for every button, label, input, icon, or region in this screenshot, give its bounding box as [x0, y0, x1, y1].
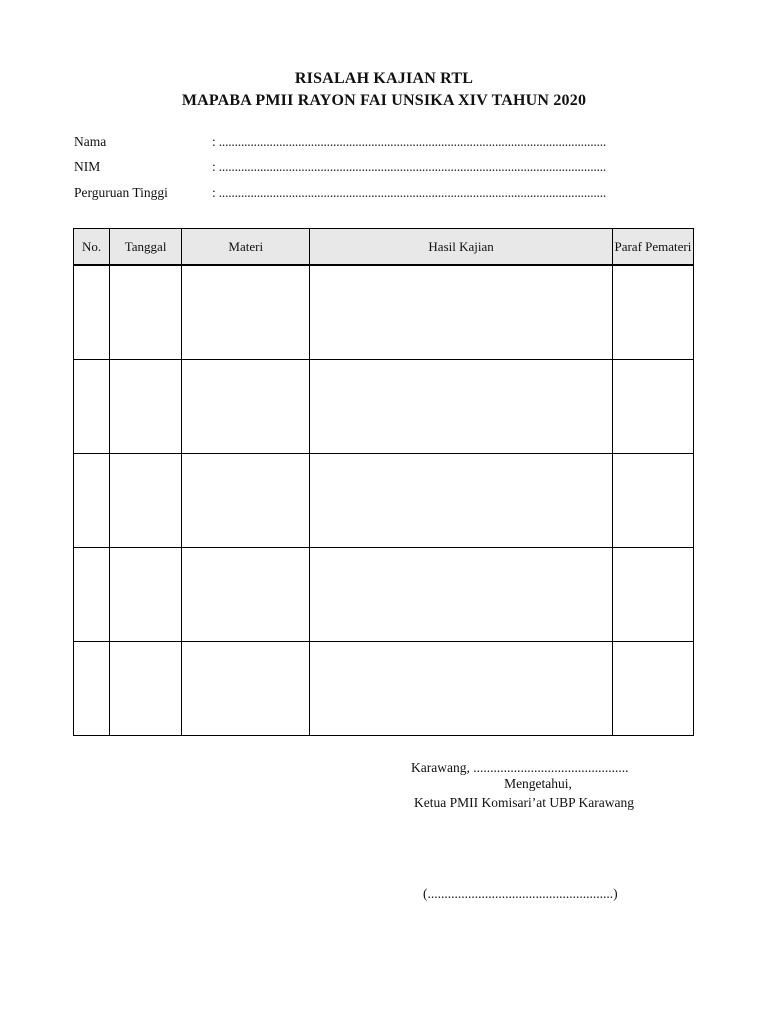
field-nim-label: NIM — [74, 159, 101, 174]
header-paraf-pemateri — [612, 229, 693, 266]
cell-no — [74, 360, 110, 454]
cell-no — [74, 642, 110, 736]
cell-hasil-kajian — [310, 454, 612, 548]
cell-hasil-kajian — [310, 548, 612, 642]
cell-materi — [182, 265, 310, 360]
cell-hasil-kajian — [310, 642, 612, 736]
header-paraf-pemateri-label: Paraf Pemateri — [614, 238, 692, 254]
cell-paraf — [612, 454, 693, 548]
header-tanggal-label: Tanggal — [124, 238, 167, 254]
cell-paraf — [612, 265, 693, 360]
cell-paraf — [612, 548, 693, 642]
table-row — [74, 454, 694, 548]
cell-no — [74, 265, 110, 360]
cell-paraf — [612, 642, 693, 736]
cell-tanggal — [110, 642, 182, 736]
header-no — [74, 229, 110, 266]
field-perguruan-tinggi-label: Perguruan Tinggi — [74, 185, 168, 200]
table-row — [74, 360, 694, 454]
field-nim-line: : .......................................................................................................................... — [212, 159, 607, 174]
kajian-table — [73, 228, 694, 736]
cell-hasil-kajian — [310, 265, 612, 360]
cell-paraf — [612, 360, 693, 454]
cell-no — [74, 548, 110, 642]
header-materi — [182, 229, 310, 266]
document-title: RISALAH KAJIAN RTL — [294, 70, 474, 87]
signature-acknowledge: Mengetahui, — [504, 776, 572, 791]
document-subtitle: MAPABA PMII RAYON FAI UNSIKA XIV TAHUN 2020 — [181, 92, 587, 109]
field-nama-line: : .......................................................................................................................... — [212, 134, 607, 149]
field-nama-label: Nama — [74, 134, 107, 149]
header-tanggal — [110, 229, 182, 266]
cell-tanggal — [110, 548, 182, 642]
field-perguruan-tinggi-line: : .......................................................................................................................... — [212, 185, 607, 200]
header-no-label: No. — [81, 238, 102, 254]
signature-place-date: Karawang, .............................................. — [411, 760, 629, 775]
cell-tanggal — [110, 360, 182, 454]
cell-tanggal — [110, 265, 182, 360]
table-row — [74, 642, 694, 736]
header-hasil-kajian-label: Hasil Kajian — [428, 238, 494, 254]
cell-materi — [182, 360, 310, 454]
cell-no — [74, 454, 110, 548]
table-row — [74, 548, 694, 642]
header-hasil-kajian — [310, 229, 612, 266]
cell-materi — [182, 454, 310, 548]
table-row — [74, 265, 694, 360]
signature-name-line: (.......................................................) — [423, 886, 618, 901]
cell-hasil-kajian — [310, 360, 612, 454]
cell-tanggal — [110, 454, 182, 548]
header-materi-label: Materi — [228, 238, 264, 254]
signature-role: Ketua PMII Komisari’at UBP Karawang — [414, 795, 634, 810]
table-header-row — [74, 229, 694, 266]
cell-materi — [182, 548, 310, 642]
cell-materi — [182, 642, 310, 736]
